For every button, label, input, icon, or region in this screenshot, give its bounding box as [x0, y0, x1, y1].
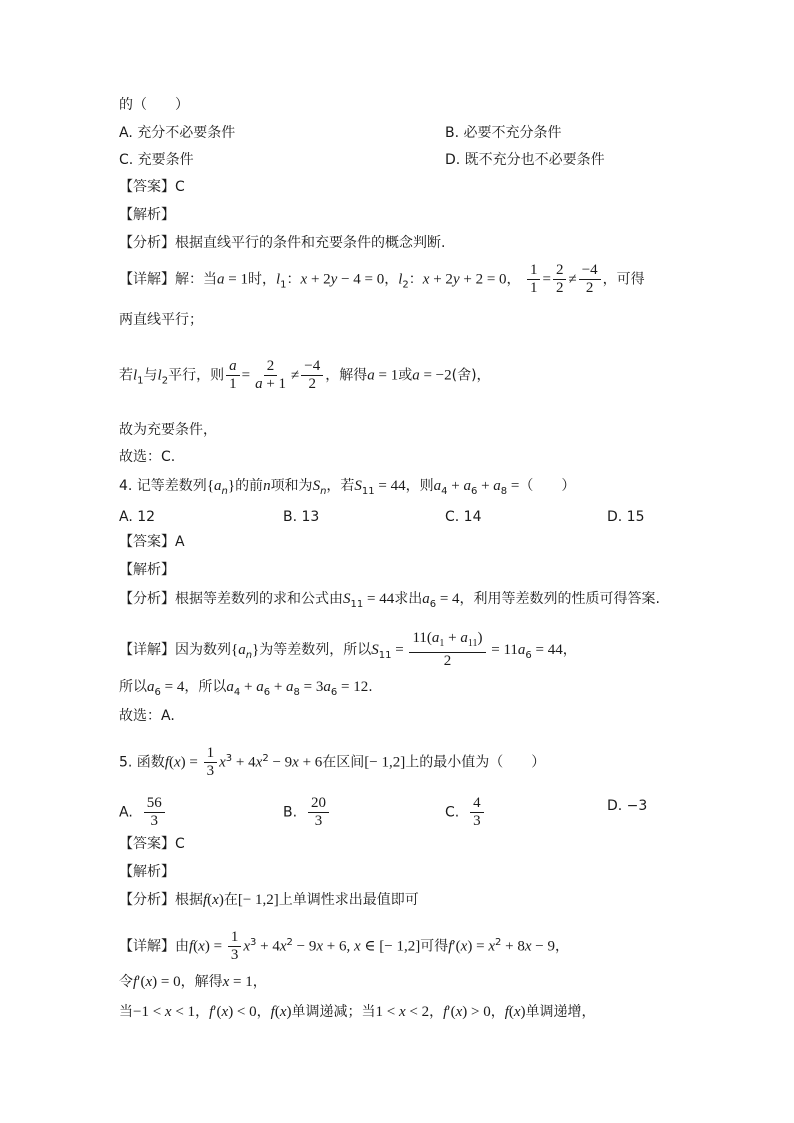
- q4-detail-line-1: 【详解】因为数列$\{a_n\}$为等差数列，所以$S_{11}$ = $\frac{11(a_1 + a_{11})}{2}$ = $11a_6 = 44$，: [119, 630, 577, 669]
- q5-detail-line-3: 当−1 < x < 1，f′(x) < 0，f(x)单调递减；当1 < x < 2，f′(x) > 0，f(x)单调递增，: [119, 1004, 596, 1020]
- q4-analysis: 【分析】根据等差数列的求和公式由$S_{11} = 44$求出$a_6 = 4$，利用等差数列的性质可得答案.: [119, 591, 660, 610]
- q3-conclusion: 故为充要条件，: [119, 422, 217, 438]
- q3-choice: 故选：C.: [119, 449, 176, 465]
- q3-option-d[interactable]: D. 既不充分也不必要条件: [445, 152, 605, 168]
- q4-option-a[interactable]: A. 12: [119, 509, 156, 525]
- q5-option-d[interactable]: D. −3: [607, 798, 648, 814]
- q4-answer: 【答案】A: [119, 534, 185, 550]
- q5-stem: 5. 函数f(x) = $\frac{1}{3}$ $x^3 + 4x^2 - 9x + 6$在区间[− 1,2]上的最小值为（ ）: [119, 745, 546, 779]
- q3-analysis: 【分析】根据直线平行的条件和充要条件的概念判断.: [119, 235, 446, 251]
- q3-answer: 【答案】C: [119, 179, 185, 195]
- q3-detail-line-2: 两直线平行；: [119, 312, 203, 328]
- q3-option-b[interactable]: B. 必要不充分条件: [445, 125, 562, 141]
- q4-stem: 4. 记等差数列$\{a_n\}$的前n项和为$S_n$，若$S_{11} = 44$，则$a_4 + a_6 + a_8$ =（ ）: [119, 478, 576, 497]
- q4-detail-line-2: 所以$a_6 = 4$，所以$a_4 + a_6 + a_8 = 3a_6 = 12$.: [119, 679, 373, 698]
- q3-analysis-heading: 【解析】: [119, 207, 175, 223]
- q5-answer: 【答案】C: [119, 836, 185, 852]
- q4-analysis-heading: 【解析】: [119, 562, 175, 578]
- q5-option-a[interactable]: A. $\frac{56}{3}$: [119, 795, 167, 830]
- q5-analysis: 【分析】根据f(x)在[− 1,2]上单调性求出最值即可: [119, 892, 419, 908]
- q4-option-d[interactable]: D. 15: [607, 509, 645, 525]
- q5-option-c[interactable]: C. $\frac{4}{3}$: [445, 795, 486, 830]
- q3-option-c[interactable]: C. 充要条件: [119, 152, 194, 168]
- q4-choice: 故选：A.: [119, 708, 175, 724]
- q5-analysis-heading: 【解析】: [119, 864, 175, 880]
- q5-detail-line-1: 【详解】由f(x) = $\frac{1}{3}$ $x^3 + 4x^2 - 9x + 6$, x ∈ [− 1,2]可得$f'(x) = x^2 + 8x - 9$，: [119, 929, 569, 963]
- q4-option-b[interactable]: B. 13: [283, 509, 320, 525]
- q5-detail-line-2: 令f′(x) = 0，解得x = 1，: [119, 974, 267, 990]
- q3-option-a[interactable]: A. 充分不必要条件: [119, 125, 236, 141]
- q3-detail-line-1: 【详解】解：当a = 1时，$l_1$：x + 2y − 4 = 0，$l_2$：x + 2y + 2 = 0， $\frac{1}{1}$ = $\frac{2}{2}$ ≠ $\frac{-4}{2}$ ，可得: [119, 262, 645, 296]
- q4-option-c[interactable]: C. 14: [445, 509, 482, 525]
- q5-option-b[interactable]: B. $\frac{20}{3}$: [283, 795, 331, 830]
- q3-stem-tail: 的（ ）: [119, 97, 189, 113]
- q3-detail-line-3: 若$l_1$与$l_2$平行，则 $\frac{a}{1}$ = $\frac{2}{a + 1}$ ≠ $\frac{-4}{2}$ ，解得a = 1或a = −2(舍)，: [119, 358, 491, 392]
